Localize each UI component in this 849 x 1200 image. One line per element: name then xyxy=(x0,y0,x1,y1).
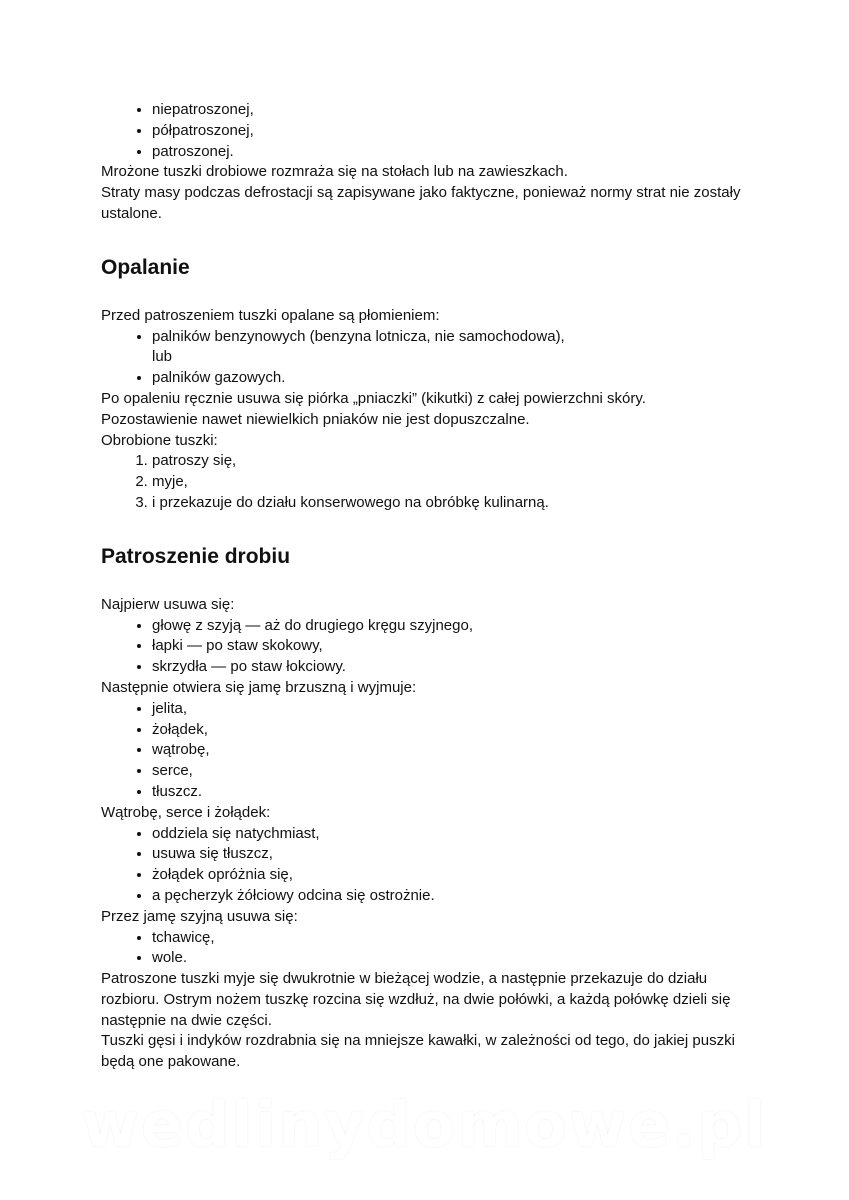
list-item: • żołądek, xyxy=(152,720,741,741)
list-item: • półpatroszonej, xyxy=(152,121,741,142)
list-item: • niepatroszonej, xyxy=(152,100,741,121)
removal-list xyxy=(101,616,741,678)
organs-list xyxy=(101,699,741,803)
list-item: • patroszonej. xyxy=(152,142,741,163)
list-item-text: palników benzynowych (benzyna lotnicza, nie samochodowa), xyxy=(152,327,565,345)
list-item xyxy=(152,327,741,369)
giblets-list xyxy=(101,824,741,907)
list-item: 3. i przekazuje do działu konserwowego na obróbkę kulinarną. xyxy=(152,493,741,514)
list-item: 1. patroszy się, xyxy=(152,451,741,472)
list-item: • tłuszcz. xyxy=(152,782,741,803)
list-item: • a pęcherzyk żółciowy odcina się ostrożnie. xyxy=(152,886,741,907)
list-item: • tchawicę, xyxy=(152,928,741,949)
document-body xyxy=(101,100,741,1073)
paragraph: Tuszki gęsi i indyków rozdrabnia się na mniejsze kawałki, w zależności od tego, do jakiej puszki będą one pakowane. xyxy=(101,1032,735,1071)
processing-steps-list xyxy=(101,451,741,513)
paragraph: Straty masy podczas defrostacji są zapisywane jako faktyczne, ponieważ normy strat nie zostały ustalone. xyxy=(101,184,741,222)
paragraph: Pozostawienie nawet niewielkich pniaków nie jest dopuszczalne. xyxy=(101,410,530,428)
list-item: • głowę z szyją — aż do drugiego kręgu szyjnego, xyxy=(152,616,741,637)
list-item: • skrzydła — po staw łokciowy. xyxy=(152,657,741,678)
list-item: • łapki — po staw skokowy, xyxy=(152,636,741,657)
list-item: • oddziela się natychmiast, xyxy=(152,824,741,845)
section-heading-opalanie: Opalanie xyxy=(101,255,190,279)
list-item: • serce, xyxy=(152,761,741,782)
paragraph: Wątrobę, serce i żołądek: xyxy=(101,803,271,821)
burner-list xyxy=(101,327,741,389)
list-item: • wole. xyxy=(152,948,741,969)
paragraph: Przez jamę szyjną usuwa się: xyxy=(101,907,298,925)
list-item: • usuwa się tłuszcz, xyxy=(152,844,741,865)
section-heading-patroszenie: Patroszenie drobiu xyxy=(101,544,291,568)
list-item: • żołądek opróżnia się, xyxy=(152,865,741,886)
list-item: • wątrobę, xyxy=(152,740,741,761)
paragraph: Najpierw usuwa się: xyxy=(101,595,235,613)
list-item: 2. myje, xyxy=(152,472,741,493)
paragraph: Po opaleniu ręcznie usuwa się piórka „pniaczki” (kikutki) z całej powierzchni skóry. xyxy=(101,389,646,407)
paragraph: Patroszone tuszki myje się dwukrotnie w bieżącej wodzie, a następnie przekazuje do działu rozbioru. Ostrym nożem tuszkę rozcina się wzdłuż, na dwie połówki, a każdą połówkę dzieli się następnie na dwie części. xyxy=(101,970,731,1029)
carcass-type-list xyxy=(101,100,741,162)
paragraph: Mrożone tuszki drobiowe rozmraża się na stołach lub na zawieszkach. xyxy=(101,163,568,181)
paragraph: Obrobione tuszki: xyxy=(101,431,218,449)
neck-cavity-list xyxy=(101,928,741,970)
list-item: • palników gazowych. xyxy=(152,368,741,389)
paragraph: Następnie otwiera się jamę brzuszną i wyjmuje: xyxy=(101,678,417,696)
paragraph: Przed patroszeniem tuszki opalane są płomieniem: xyxy=(101,306,440,324)
list-item: • jelita, xyxy=(152,699,741,720)
list-item-subtext: lub xyxy=(152,348,173,366)
watermark: wedlinydomowe.pl xyxy=(81,1088,768,1161)
